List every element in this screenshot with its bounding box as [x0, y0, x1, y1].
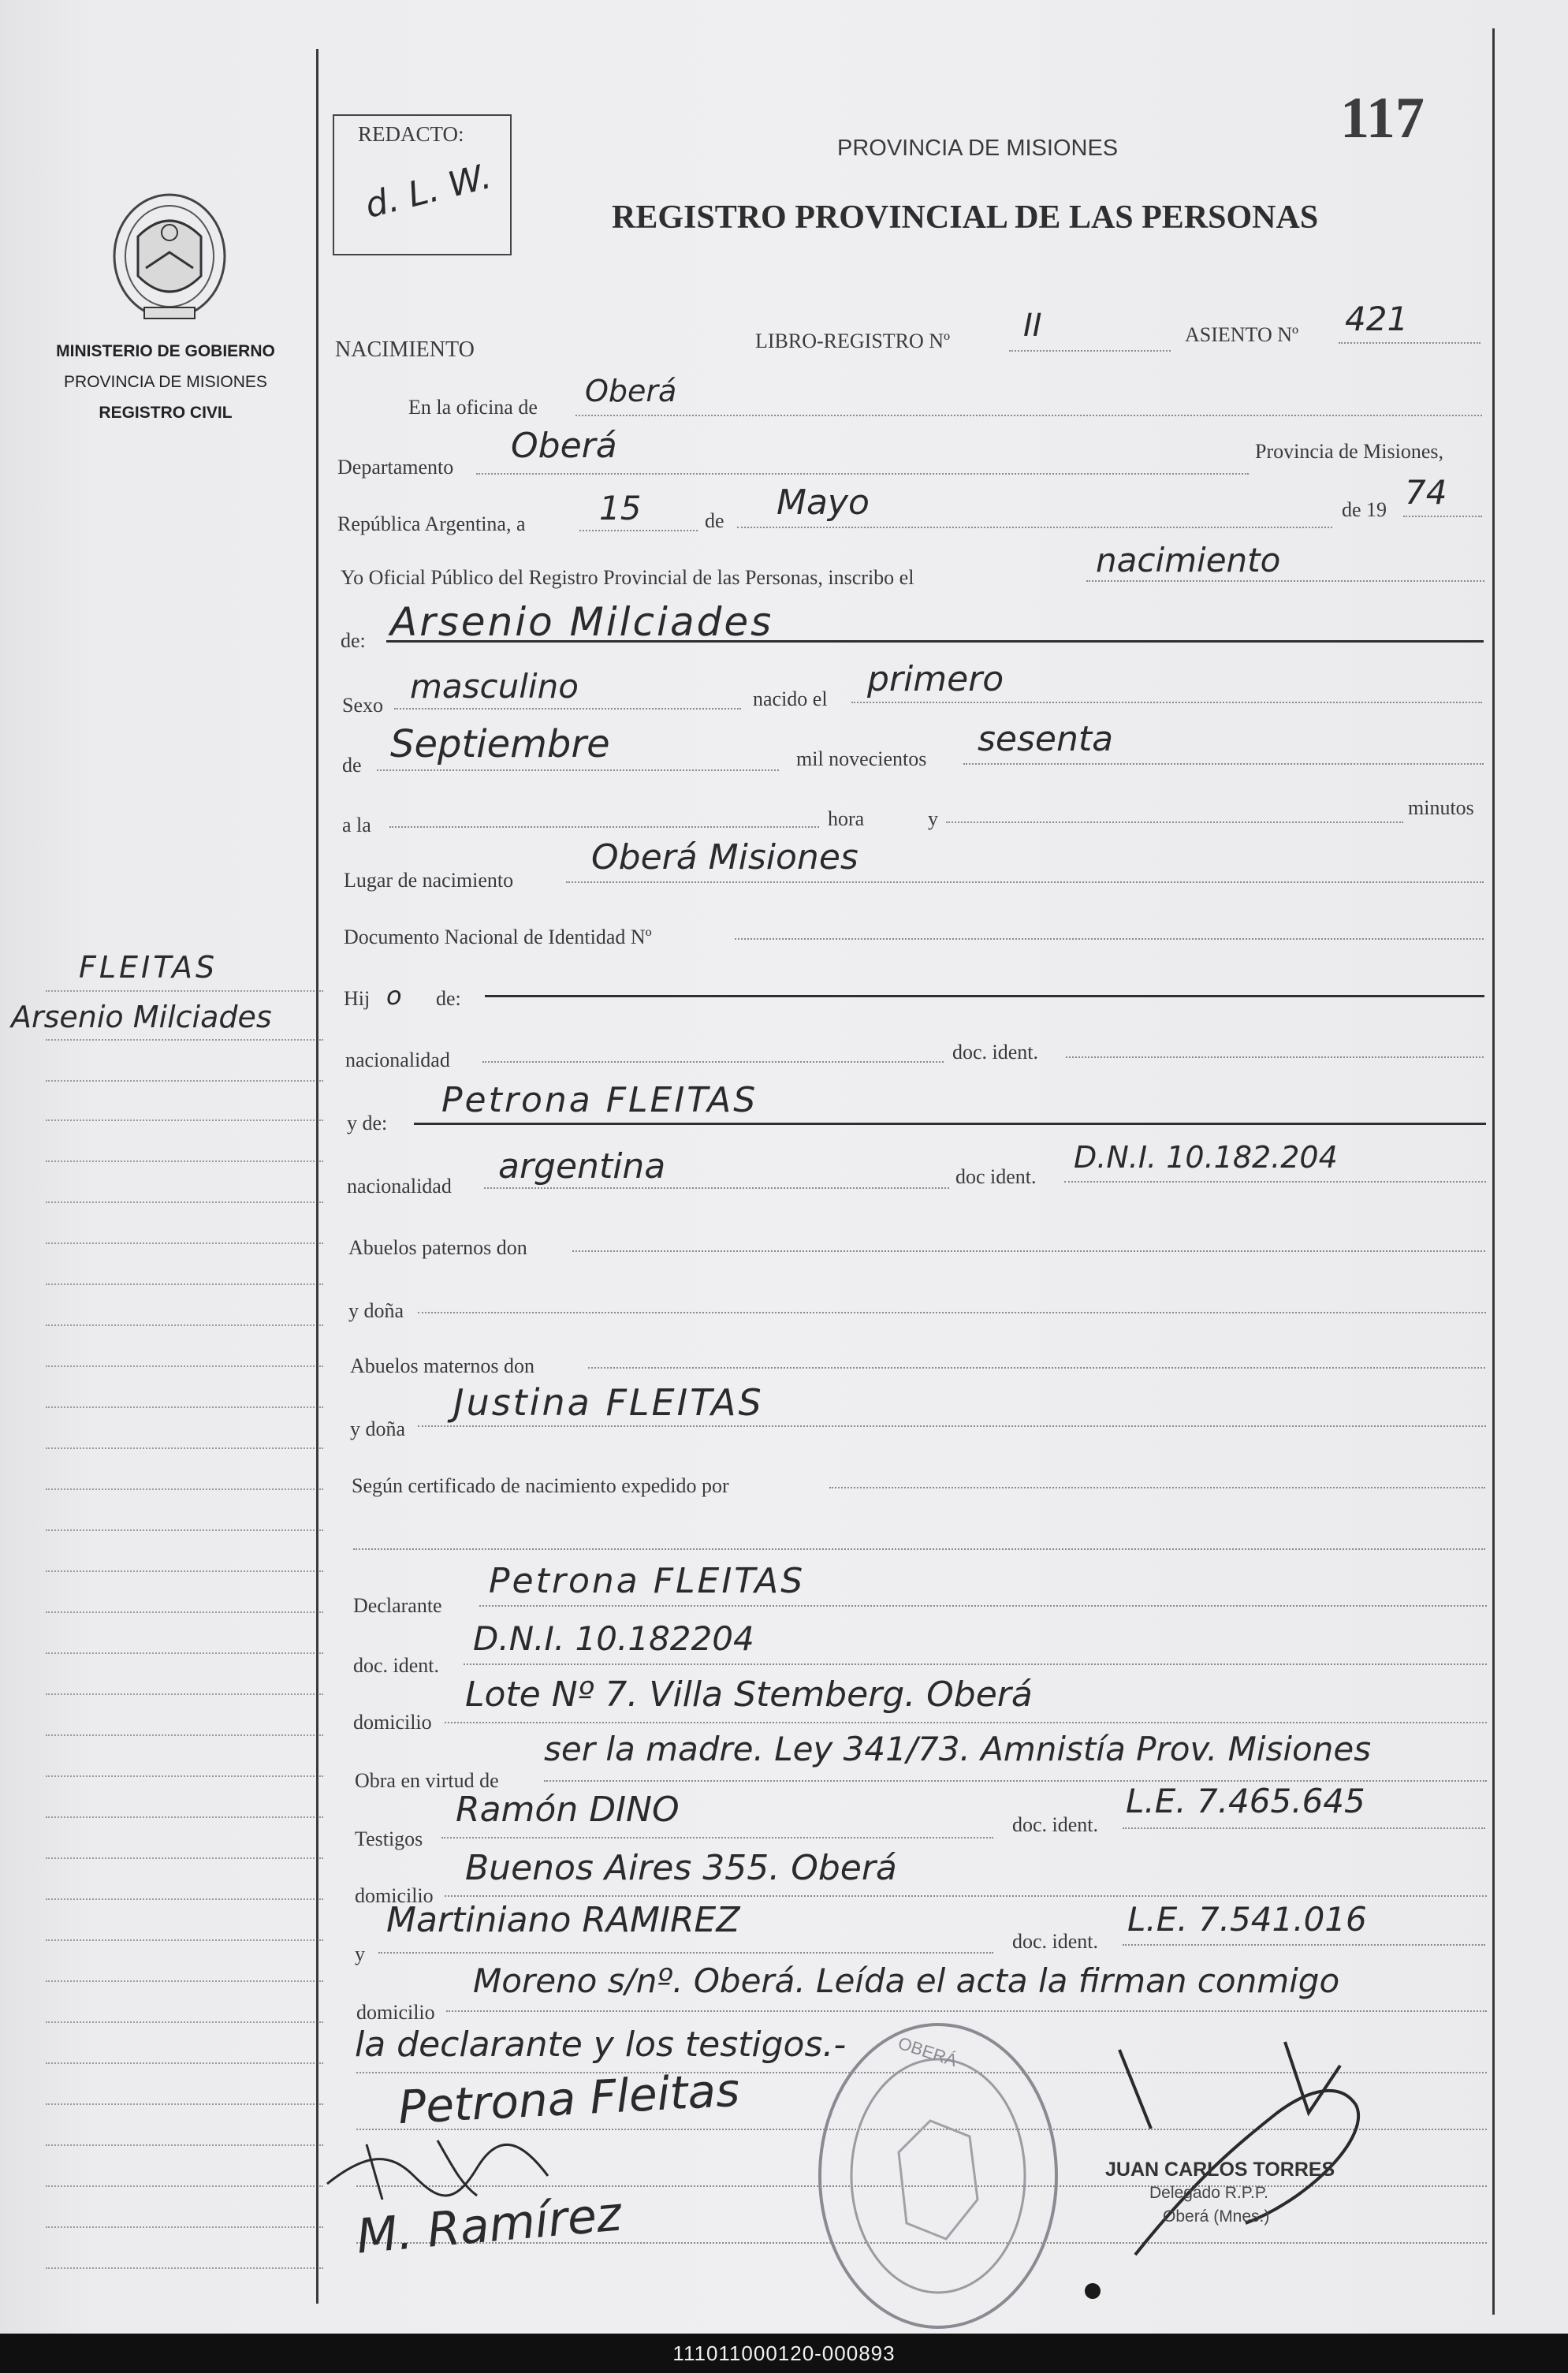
signature-delegate — [1104, 2018, 1403, 2271]
departamento-line-2 — [476, 473, 1249, 475]
registry-title: REGISTRO PROVINCIAL DE LAS PERSONAS — [612, 199, 1319, 236]
nacido-value: primero — [867, 659, 1004, 699]
abuelos-maternos-line — [588, 1367, 1485, 1369]
signature-witness-2: M. Ramírez — [354, 2186, 624, 2265]
ink-dot — [1085, 2283, 1101, 2299]
obra-value: ser la madre. Ley 341/73. Amnistía Prov. Misiones — [544, 1730, 1372, 1768]
doc-testigo2-line — [1123, 1944, 1485, 1946]
libro-label: LIBRO-REGISTRO Nº — [755, 330, 951, 352]
right-form-border — [1492, 28, 1495, 2315]
hijo-de-label: de: — [436, 987, 461, 1010]
lugar-value: Oberá Misiones — [591, 837, 858, 877]
asiento-value: 421 — [1345, 300, 1409, 338]
nacionalidad-label: nacionalidad — [345, 1049, 450, 1071]
asiento-label: ASIENTO Nº — [1185, 323, 1299, 346]
republica-label: República Argentina, a — [337, 512, 526, 535]
nacionalidad-madre-value: argentina — [498, 1146, 666, 1186]
testigo2-value: Martiniano RAMIREZ — [386, 1900, 740, 1940]
province-title: PROVINCIA DE MISIONES — [837, 136, 1119, 161]
domicilio2-label: domicilio — [355, 1884, 434, 1907]
oficina-value: Oberá — [585, 374, 677, 408]
seal-center-text: OBERÁ — [896, 2032, 960, 2071]
province-label: PROVINCIA DE MISIONES — [64, 373, 267, 391]
doc-ident3-label: doc. ident. — [353, 1654, 440, 1677]
domicilio-t1-line — [445, 1895, 1487, 1897]
domicilio-t2-line — [446, 2010, 1487, 2012]
doc-ident2-label: doc ident. — [955, 1165, 1037, 1188]
declarante-value: Petrona FLEITAS — [489, 1561, 806, 1601]
doc-ident-label: doc. ident. — [952, 1041, 1039, 1064]
doc-testigo1-value: L.E. 7.465.645 — [1126, 1782, 1365, 1820]
hijo-label: Hij — [344, 987, 371, 1010]
margin-surname: FLEITAS — [79, 950, 218, 985]
de2-label: de — [342, 754, 362, 777]
de-year-label: de 19 — [1342, 498, 1387, 521]
documento-line — [735, 938, 1484, 940]
sexo-value: masculino — [410, 667, 579, 706]
delegate-title: Delegado R.P.P. — [1149, 2184, 1269, 2202]
mil-label: mil novecientos — [796, 747, 927, 770]
doc-ident-line — [1066, 1056, 1484, 1058]
mes-nac-value: Septiembre — [390, 722, 610, 766]
documento-label: Documento Nacional de Identidad Nº — [344, 926, 652, 948]
y-label: y — [928, 807, 938, 830]
doc-ident4-label: doc. ident. — [1012, 1813, 1099, 1836]
declarante-label: Declarante — [353, 1594, 442, 1617]
y-dona2-label: y doña — [350, 1417, 406, 1440]
cierre-value: la declarante y los testigos.- — [355, 2025, 847, 2065]
testigos-label: Testigos — [355, 1827, 423, 1850]
domicilio-label: domicilio — [353, 1711, 432, 1734]
obra-label: Obra en virtud de — [355, 1769, 499, 1792]
domicilio-line — [445, 1722, 1487, 1723]
abuela-materna-value: Justina FLEITAS — [453, 1381, 764, 1424]
oficina-label: En la oficina de — [408, 396, 538, 419]
anio-value: 74 — [1405, 473, 1447, 512]
testigo2-line — [378, 1952, 993, 1954]
segun-label: Según certificado de nacimiento expedido por — [352, 1474, 729, 1497]
father-underline — [485, 995, 1484, 997]
doc-madre-value: D.N.I. 10.182.204 — [1074, 1140, 1338, 1175]
madre-value: Petrona FLEITAS — [441, 1080, 758, 1120]
acto-value: nacimiento — [1096, 541, 1281, 579]
oficina-line — [575, 415, 1482, 416]
left-form-border — [316, 49, 318, 2304]
testigo1-value: Ramón DINO — [456, 1790, 680, 1830]
nacionalidad2-line — [484, 1187, 949, 1189]
provincia-label: Provincia de Misiones, — [1255, 440, 1444, 463]
lugar-line — [566, 881, 1484, 883]
nacionalidad2-label: nacionalidad — [347, 1175, 452, 1198]
mes-value: Mayo — [777, 482, 870, 523]
abuelos-maternos-label: Abuelos maternos don — [350, 1354, 534, 1377]
domicilio3-label: domicilio — [356, 2001, 435, 2024]
nombre-value: Arsenio Milciades — [390, 599, 774, 645]
abuela-paterna-line — [418, 1312, 1486, 1313]
redacto-box — [333, 114, 512, 255]
doc-testigo2-value: L.E. 7.541.016 — [1127, 1900, 1367, 1939]
hora-label: hora — [828, 807, 865, 830]
page-number: 117 — [1340, 86, 1425, 151]
redacto-label: REDACTO: — [358, 122, 464, 146]
asiento-line — [1339, 342, 1480, 344]
departamento-label: Departamento — [337, 456, 454, 479]
mother-underline — [414, 1123, 1486, 1125]
signature-declarante: Petrona Fleitas — [397, 2062, 741, 2135]
doc-declarante-value: D.N.I. 10.182204 — [473, 1619, 754, 1658]
redacto-initials: d. L. W. — [361, 156, 496, 226]
anio-nac-line — [963, 763, 1484, 765]
domicilio-t2-value: Moreno s/nº. Oberá. Leída el acta la firman conmigo — [473, 1961, 1340, 2000]
nacimiento-label: NACIMIENTO — [335, 337, 475, 362]
a-la-label: a la — [342, 814, 371, 836]
mes-nac-line — [377, 769, 779, 771]
mes-line — [737, 527, 1332, 528]
de-name-label: de: — [341, 629, 366, 652]
anio-line — [1403, 516, 1482, 517]
y-dona-label: y doña — [348, 1299, 404, 1322]
doc-testigo1-line — [1123, 1827, 1485, 1829]
lugar-label: Lugar de nacimiento — [344, 869, 514, 892]
abuelos-paternos-label: Abuelos paternos don — [348, 1236, 527, 1259]
libro-line — [1009, 350, 1171, 352]
domicilio-value: Lote Nº 7. Villa Stemberg. Oberá — [465, 1675, 1033, 1715]
departamento-value: Oberá — [511, 426, 617, 466]
nacido-line — [851, 702, 1482, 703]
delegate-place: Oberá (Mnes.) — [1163, 2207, 1270, 2226]
margin-given-names: Arsenio Milciades — [11, 1000, 272, 1034]
abuela-materna-line — [418, 1425, 1486, 1427]
segun-line — [829, 1487, 1485, 1488]
doc-madre-line — [1064, 1181, 1486, 1183]
minutos-line — [946, 821, 1403, 823]
segun-line-2 — [353, 1548, 1485, 1550]
image-id-footer: 111011000120-000893 — [0, 2334, 1568, 2373]
dia-value: 15 — [599, 489, 642, 527]
y-de-label: y de: — [347, 1112, 388, 1134]
a-la-line — [389, 826, 819, 828]
sexo-label: Sexo — [342, 694, 383, 717]
dia-line — [579, 530, 698, 531]
doc-ident5-label: doc. ident. — [1012, 1930, 1099, 1953]
acto-line — [1086, 580, 1484, 582]
domicilio-t1-value: Buenos Aires 355. Oberá — [465, 1848, 897, 1888]
declarante-line — [479, 1605, 1487, 1607]
hijo-suffix: o — [386, 981, 402, 1011]
y2-label: y — [355, 1943, 365, 1965]
registry-civil-label: REGISTRO CIVIL — [99, 404, 233, 422]
doc-declarante-line — [464, 1663, 1487, 1665]
delegate-name: JUAN CARLOS TORRES — [1105, 2159, 1335, 2181]
ministry-label: MINISTERIO DE GOBIERNO — [56, 342, 275, 360]
anio-nac-value: sesenta — [978, 719, 1114, 759]
abuelos-paternos-line — [572, 1250, 1485, 1252]
minutos-label: minutos — [1408, 796, 1474, 819]
sexo-line — [394, 708, 741, 710]
province-coat-of-arms-icon — [106, 189, 233, 327]
yo-oficial-label: Yo Oficial Público del Registro Provincial de las Personas, inscribo el — [341, 566, 914, 589]
libro-value: II — [1023, 307, 1042, 344]
de-label: de — [705, 509, 724, 532]
nacionalidad-line — [482, 1061, 944, 1063]
nacido-label: nacido el — [753, 687, 828, 710]
testigo1-line — [441, 1837, 993, 1838]
